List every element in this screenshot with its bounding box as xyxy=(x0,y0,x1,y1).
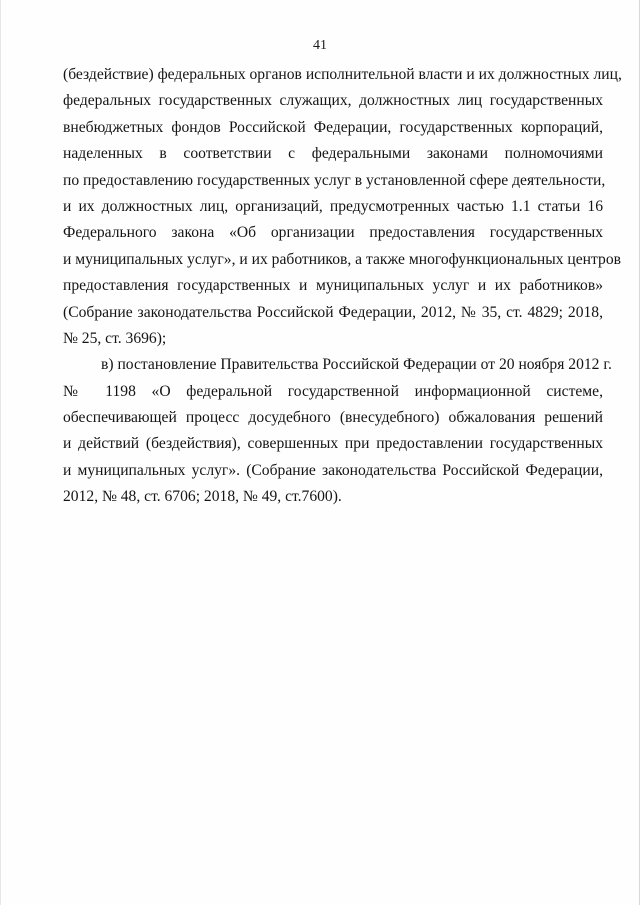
text-line: № 25, ст. 3696); xyxy=(63,329,167,347)
paragraph-2 xyxy=(63,352,612,510)
text-line: 2012, № 48, ст. 6706; 2018, № 49, ст.7600). xyxy=(63,488,342,506)
text-line: по предоставлению государственных услуг в установленной сфере деятельности, xyxy=(63,171,606,189)
text-line: федеральных государственных служащих, должностных лиц государственных xyxy=(63,92,603,110)
page-number: 41 xyxy=(313,38,327,53)
document-body xyxy=(63,62,622,511)
text-line: (Собрание законодательства Российской Федерации, 2012, № 35, ст. 4829; 2018, xyxy=(63,303,603,321)
text-line: внебюджетных фондов Российской Федерации, государственных корпораций, xyxy=(63,118,603,136)
text-line: в) постановление Правительства Российской Федерации от 20 ноября 2012 г. xyxy=(101,356,612,374)
text-line: предоставления государственных и муниципальных услуг и их работников» xyxy=(63,277,603,295)
paragraph-1 xyxy=(63,62,622,352)
text-line: наделенных в соответствии с федеральными законами полномочиями xyxy=(63,145,603,163)
text-line: обеспечивающей процесс досудебного (внесудебного) обжалования решений xyxy=(63,409,603,427)
text-line: № 1198 «О федеральной государственной информационной системе, xyxy=(63,382,603,400)
text-line: и муниципальных услуг», и их работников, а также многофункциональных центров xyxy=(63,250,621,268)
text-line: Федерального закона «Об организации предоставления государственных xyxy=(63,224,603,242)
text-line: и муниципальных услуг». (Собрание законодательства Российской Федерации, xyxy=(63,461,603,479)
text-line: и действий (бездействия), совершенных при предоставлении государственных xyxy=(63,435,603,453)
text-line: (бездействие) федеральных органов исполнительной власти и их должностных лиц, xyxy=(63,66,622,83)
text-line: и их должностных лиц, организаций, предусмотренных частью 1.1 статьи 16 xyxy=(63,197,603,215)
